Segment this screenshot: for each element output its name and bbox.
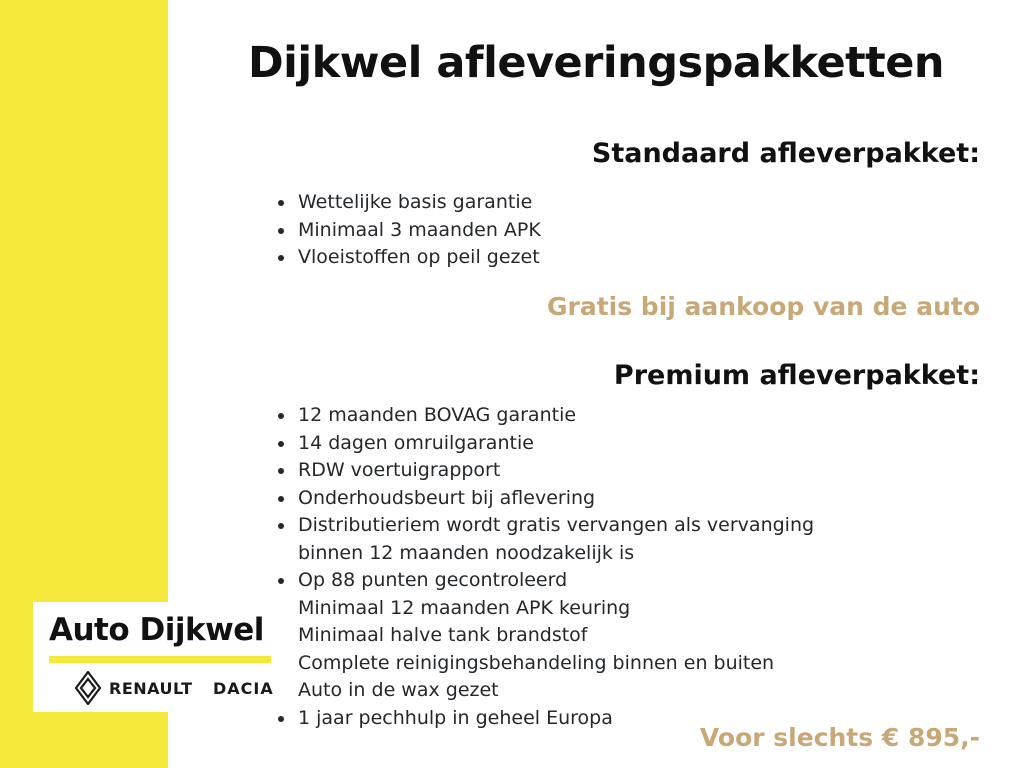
section-heading-standaard: Standaard afleverpakket: xyxy=(591,138,980,169)
logo-wordmark: Auto Dijkwel xyxy=(49,612,264,648)
list-item xyxy=(272,595,814,623)
list-premium-features xyxy=(272,402,814,732)
list-item-label: 14 dagen omruilgarantie xyxy=(298,431,534,454)
list-item xyxy=(272,567,814,595)
page-title: Dijkwel afleveringspakketten xyxy=(247,38,944,88)
list-item-label: Minimaal halve tank brandstof xyxy=(298,624,588,646)
list-item xyxy=(272,650,814,705)
list-item-label-continued: Auto in de wax gezet xyxy=(298,679,499,701)
list-item-label: Op 88 punten gecontroleerd xyxy=(298,569,568,591)
list-item-label: 1 jaar pechhulp in geheel Europa xyxy=(298,706,613,729)
list-item xyxy=(272,244,541,272)
list-item-label: Minimaal 12 maanden APK keuring xyxy=(298,596,631,619)
poster-content xyxy=(168,0,1024,768)
accent-text-price: Voor slechts € 895,- xyxy=(699,723,980,752)
list-item xyxy=(272,512,814,567)
accent-text-gratis: Gratis bij aankoop van de auto xyxy=(546,292,980,321)
section-heading-premium: Premium afleverpakket: xyxy=(613,360,980,391)
logo-underline-bar xyxy=(49,656,271,663)
list-item xyxy=(272,485,814,513)
list-item xyxy=(272,457,814,485)
list-standaard-features xyxy=(272,189,541,272)
list-item xyxy=(272,189,541,217)
list-item xyxy=(272,430,814,458)
list-item-label: 12 maanden BOVAG garantie xyxy=(298,404,577,426)
list-item-label: Distributieriem wordt gratis vervangen als vervanging xyxy=(298,514,815,536)
list-item-label: Vloeistoffen op peil gezet xyxy=(298,246,540,268)
list-item-label: Minimaal 3 maanden APK xyxy=(298,218,541,241)
brand-row xyxy=(43,668,288,710)
list-item-label: RDW voertuigrapport xyxy=(298,459,501,481)
dacia-wordmark: DACIA xyxy=(213,679,274,698)
list-item-label: Wettelijke basis garantie xyxy=(298,191,533,213)
list-item xyxy=(272,622,814,650)
list-item-label-continued: binnen 12 maanden noodzakelijk is xyxy=(298,541,635,564)
renault-wordmark: RENAULT xyxy=(109,679,193,698)
list-item xyxy=(272,217,541,245)
dealer-logo xyxy=(33,602,288,712)
list-item xyxy=(272,402,814,430)
renault-diamond-icon xyxy=(75,671,101,705)
list-item-label: Complete reinigingsbehandeling binnen en buiten xyxy=(298,651,775,674)
list-item-label: Onderhoudsbeurt bij aflevering xyxy=(298,486,596,509)
